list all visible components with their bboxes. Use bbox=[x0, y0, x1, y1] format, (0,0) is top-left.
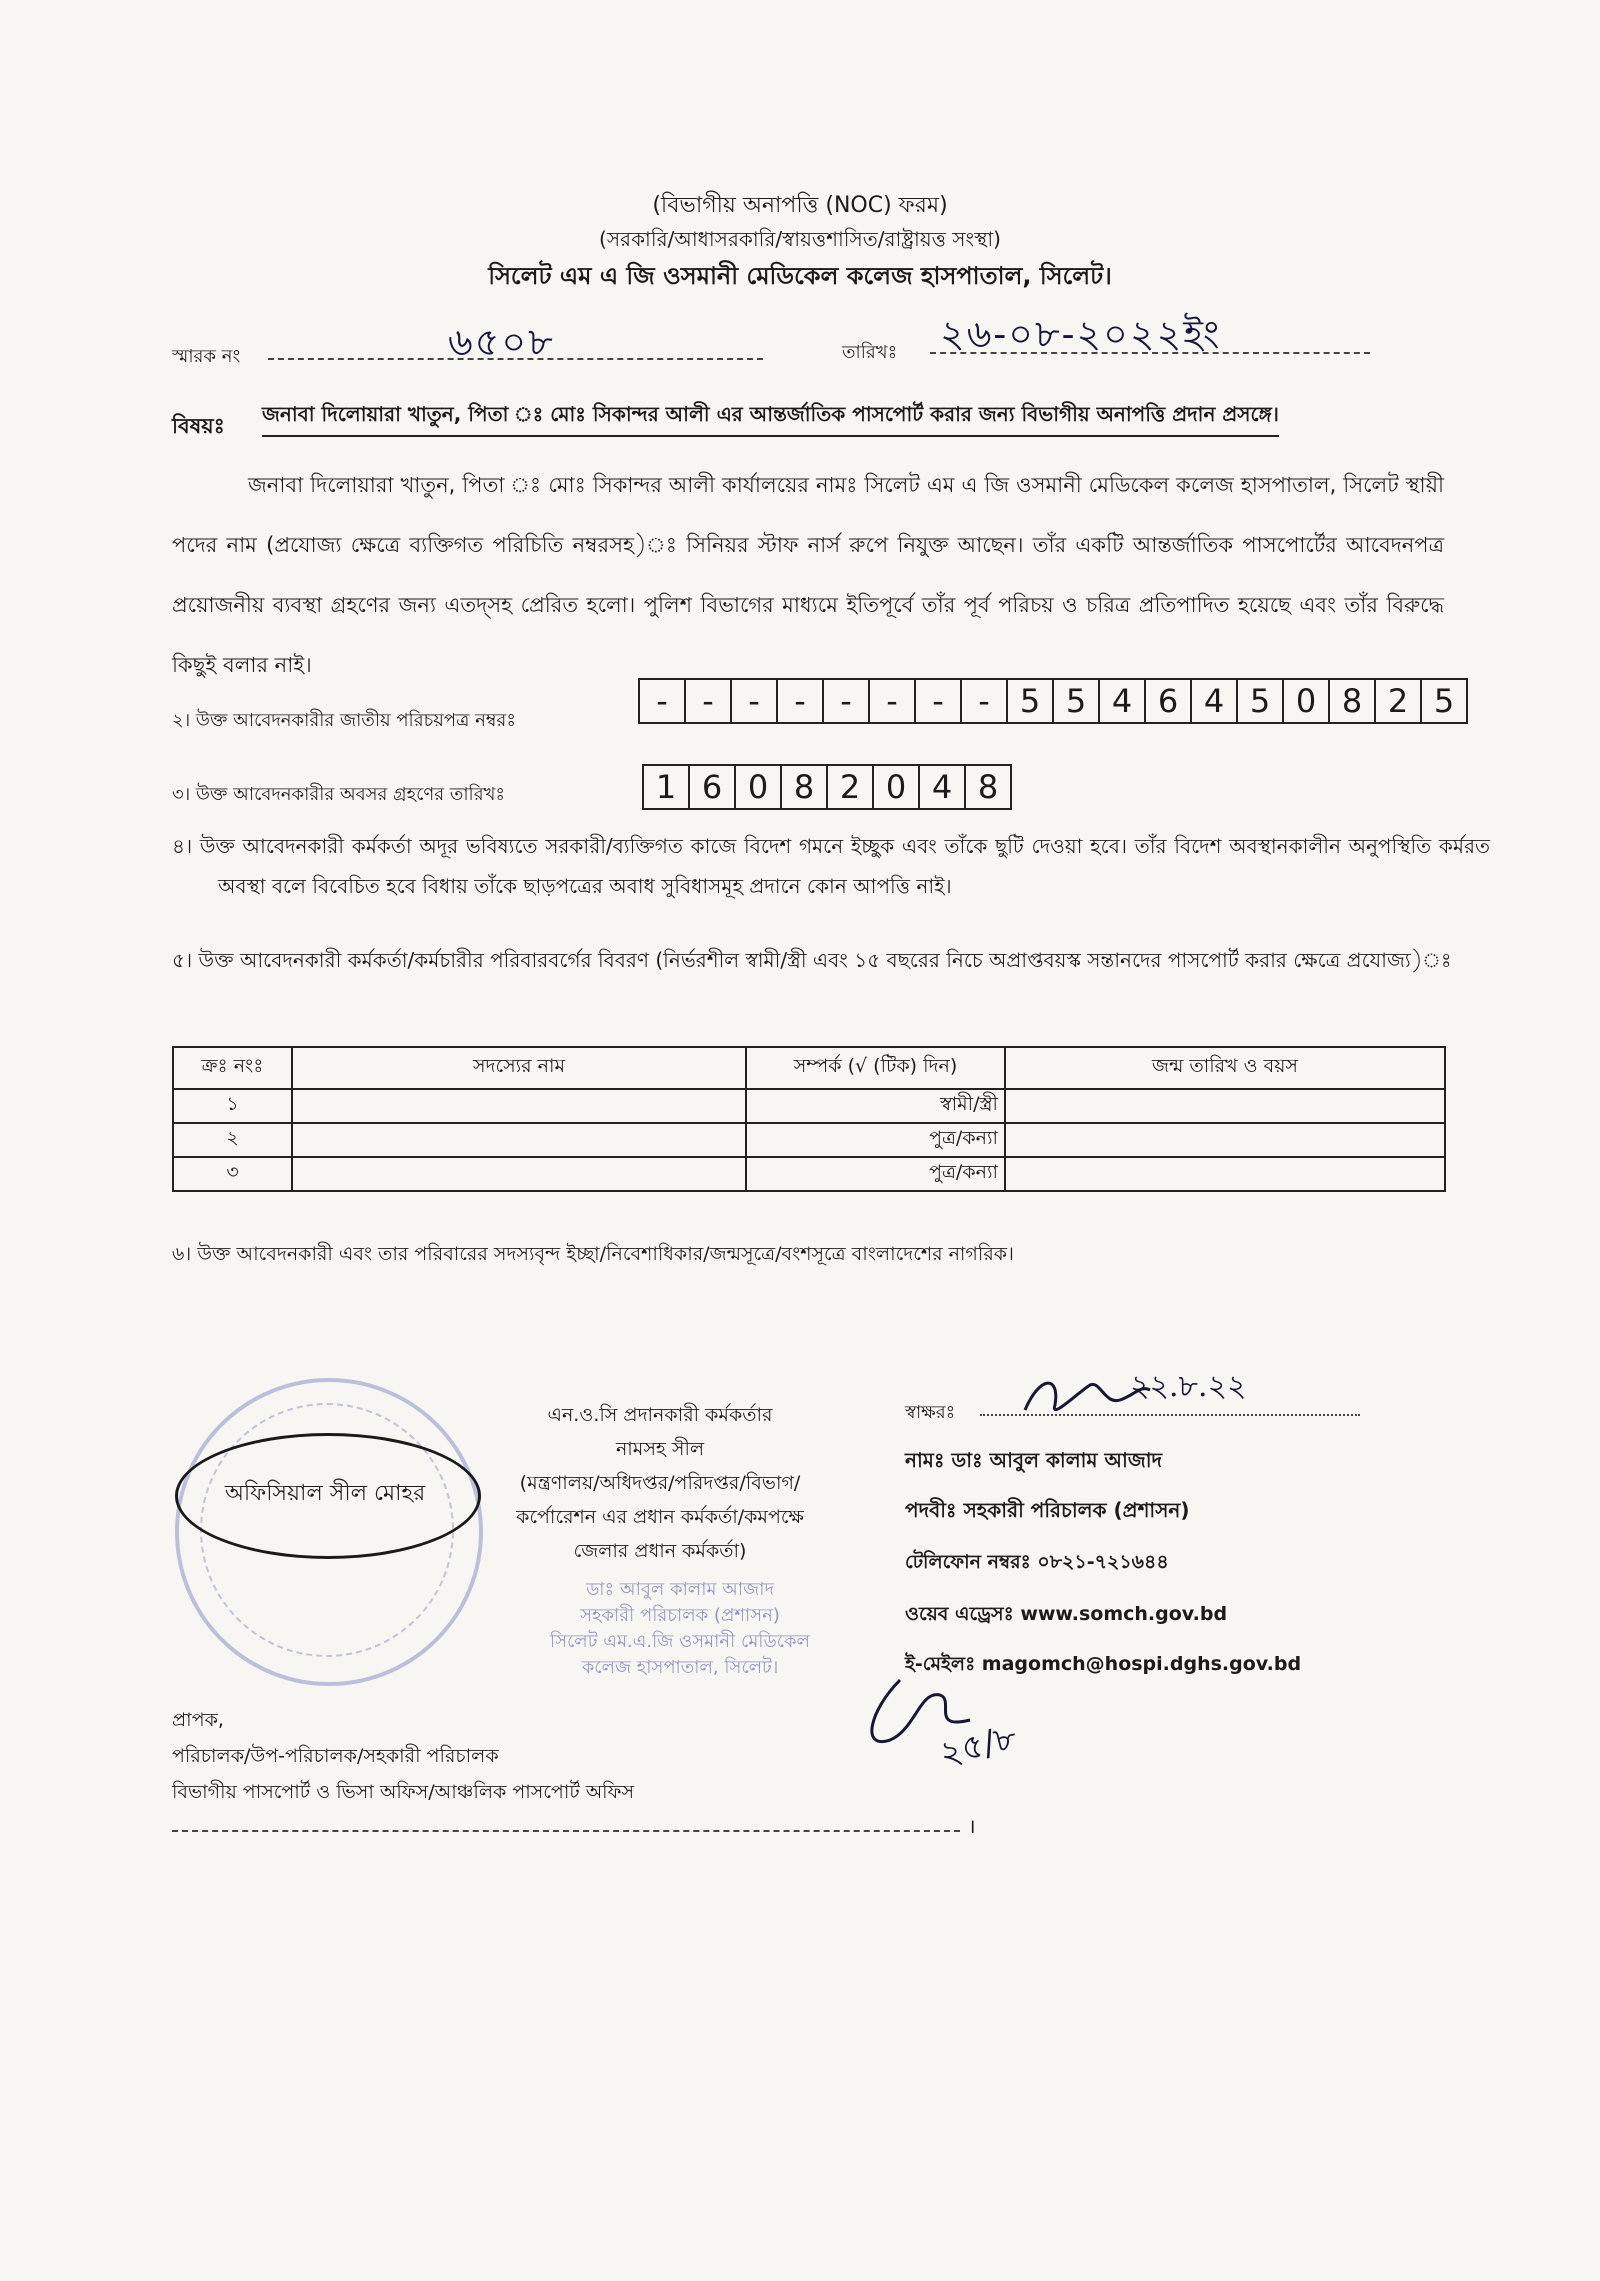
family-table bbox=[172, 1046, 1446, 1192]
item-4: ৪। উক্ত আবেদনকারী কর্মকর্তা অদূর ভবিষ্যতে সরকারী/ব্যক্তিগত কাজে বিদেশ গমনে ইচ্ছুক এবং তাঁকে ছুটি দেওয়া হবে। তাঁর বিদেশ অবস্থানকালীন অনুপস্থিতি কর্মরত অবস্থা বলে বিবেচিত হবে বিধায় তাঁকে ছাড়পত্রের অবাধ সুবিধাসমূহ প্রদানে কোন আপত্তি নাই। bbox=[172, 834, 1490, 898]
nid-digit-box: 2 bbox=[1376, 680, 1422, 722]
nid-digit-box: - bbox=[870, 680, 916, 722]
retire-digit-box: 8 bbox=[782, 766, 828, 808]
nid-digit-box: - bbox=[778, 680, 824, 722]
nid-digit-box: 5 bbox=[1238, 680, 1284, 722]
signatory-email: ই-মেইলঃ magomch@hospi.dghs.gov.bd bbox=[905, 1653, 1302, 1675]
row-birthdate-age bbox=[1005, 1123, 1445, 1157]
row-relation: পুত্র/কন্যা bbox=[746, 1157, 1005, 1191]
nid-digit-boxes bbox=[638, 678, 1468, 724]
nid-digit-box: - bbox=[824, 680, 870, 722]
col-member-name: সদস্যের নাম bbox=[292, 1047, 746, 1089]
nid-digit-box: 0 bbox=[1284, 680, 1330, 722]
col-birthdate-age: জন্ম তারিখ ও বয়স bbox=[1005, 1047, 1445, 1089]
stamp-line: সিলেট এম.এ.জি ওসমানী মেডিকেল bbox=[550, 1631, 810, 1652]
signatory-designation: পদবীঃ সহকারী পরিচালক (প্রশাসন) bbox=[905, 1498, 1190, 1522]
form-title: (বিভাগীয় অনাপত্তি (NOC) ফরম) bbox=[652, 193, 948, 218]
nid-digit-box: - bbox=[686, 680, 732, 722]
signatory-website: ওয়েব এড্রেসঃ www.somch.gov.bd bbox=[905, 1603, 1228, 1625]
row-member-name bbox=[292, 1123, 746, 1157]
issuer-caption-line: জেলার প্রধান কর্মকর্তা) bbox=[573, 1540, 747, 1562]
col-serial: ক্রঃ নংঃ bbox=[173, 1047, 292, 1089]
officer-name-stamp bbox=[530, 1577, 830, 1681]
nid-label: ২। উক্ত আবেদনকারীর জাতীয় পরিচয়পত্র নম্বরঃ bbox=[172, 710, 516, 731]
signatory-name: নামঃ ডাঃ আবুল কালাম আজাদ bbox=[905, 1448, 1163, 1472]
item-6: ৬। উক্ত আবেদনকারী এবং তার পরিবারের সদস্যবৃন্দ ইচ্ছা/নিবেশাধিকার/জন্মসূত্রে/বংশসূত্রে বাংলাদেশের নাগরিক। bbox=[172, 1243, 1014, 1265]
official-seal-label: অফিসিয়াল সীল মোহর bbox=[224, 1481, 426, 1506]
row-birthdate-age bbox=[1005, 1089, 1445, 1123]
nid-digit-box: 5 bbox=[1054, 680, 1100, 722]
issuer-caption-line: (মন্ত্রণালয়/অধিদপ্তর/পরিদপ্তর/বিভাগ/ bbox=[519, 1472, 801, 1494]
row-member-name bbox=[292, 1157, 746, 1191]
row-serial: ১ bbox=[173, 1089, 292, 1123]
signature-date: ২২.৮.২২ bbox=[1130, 1369, 1247, 1404]
nid-digit-box: 6 bbox=[1146, 680, 1192, 722]
memo-label: স্মারক নং bbox=[172, 346, 241, 367]
row-member-name bbox=[292, 1089, 746, 1123]
table-row bbox=[173, 1157, 1445, 1191]
col-relation: সম্পর্ক (√ (টিক) দিন) bbox=[746, 1047, 1005, 1089]
row-relation: পুত্র/কন্যা bbox=[746, 1123, 1005, 1157]
memo-number: ৬৫০৮ bbox=[448, 320, 555, 364]
subject-label: বিষয়ঃ bbox=[172, 414, 225, 438]
stamp-line: সহকারী পরিচালক (প্রশাসন) bbox=[580, 1605, 780, 1626]
form-subtitle: (সরকারি/আধাসরকারি/স্বায়ত্তশাসিত/রাষ্ট্রায়ত্ত সংস্থা) bbox=[599, 227, 1001, 251]
nid-digit-box: 4 bbox=[1192, 680, 1238, 722]
recipient-line-1: পরিচালক/উপ-পরিচালক/সহকারী পরিচালক bbox=[172, 1745, 499, 1767]
nid-digit-box: - bbox=[916, 680, 962, 722]
retire-digit-box: 0 bbox=[736, 766, 782, 808]
stamp-line: কলেজ হাসপাতাল, সিলেট। bbox=[581, 1657, 779, 1678]
date-value: ২৬-০৮-২০২২ইং bbox=[940, 312, 1222, 356]
nid-digit-box: - bbox=[962, 680, 1008, 722]
recipient-dotted-line bbox=[172, 1830, 960, 1832]
family-table-header bbox=[173, 1047, 1445, 1089]
item-5: ৫। উক্ত আবেদনকারী কর্মকর্তা/কর্মচারীর পরিবারবর্গের বিবরণ (নির্ভরশীল স্বামী/স্ত্রী এবং ১৫ বছরের নিচে অপ্রাপ্তবয়স্ক সন্তানদের পাসপোর্ট করার ক্ষেত্রে প্রযোজ্য)ঃ bbox=[172, 948, 1452, 972]
recipient-line-end: । bbox=[968, 1814, 976, 1838]
issuer-caption-line: এন.ও.সি প্রদানকারী কর্মকর্তার bbox=[547, 1404, 773, 1426]
subject-text: জনাবা দিলোয়ারা খাতুন, পিতা ঃ মোঃ সিকান্দর আলী এর আন্তর্জাতিক পাসপোর্ট করার জন্য বিভাগীয় অনাপত্তি প্রদান প্রসঙ্গে। bbox=[262, 400, 1279, 437]
retire-digit-box: 4 bbox=[920, 766, 966, 808]
nid-digit-box: 5 bbox=[1008, 680, 1054, 722]
issuer-caption-line: নামসহ সীল bbox=[615, 1438, 705, 1460]
retirement-date-boxes bbox=[642, 764, 1012, 810]
body-paragraph: জনাবা দিলোয়ারা খাতুন, পিতা ঃ মোঃ সিকান্দর আলী কার্যালয়ের নামঃ সিলেট এম এ জি ওসমানী মেডিকেল কলেজ হাসপাতাল, সিলেট স্থায়ী পদের নাম (প্রযোজ্য ক্ষেত্রে ব্যক্তিগত পরিচিতি নম্বরসহ)ঃ সিনিয়র স্টাফ নার্স রুপে নিযুক্ত আছেন। তাঁর একটি আন্তর্জাতিক পাসপোর্টের আবেদনপত্র প্রয়োজনীয় ব্যবস্থা গ্রহণের জন্য এতদ্সহ প্রেরিত হলো। পুলিশ বিভাগের মাধ্যমে ইতিপূর্বে তাঁর পূর্ব পরিচয় ও চরিত্র প্রতিপাদিত হয়েছে এবং তাঁর বিরুদ্ধে কিছুই বলার নাই। bbox=[172, 473, 1444, 677]
nid-digit-box: - bbox=[732, 680, 778, 722]
nid-digit-box: - bbox=[640, 680, 686, 722]
signature-label: স্বাক্ষরঃ bbox=[905, 1402, 956, 1423]
row-relation: স্বামী/স্ত্রী bbox=[746, 1089, 1005, 1123]
retire-digit-box: 2 bbox=[828, 766, 874, 808]
signatory-phone: টেলিফোন নম্বরঃ ০৮২১-৭২১৬৪৪ bbox=[905, 1551, 1169, 1573]
row-serial: ৩ bbox=[173, 1157, 292, 1191]
table-row bbox=[173, 1123, 1445, 1157]
recipient-label: প্রাপক, bbox=[172, 1709, 224, 1731]
row-serial: ২ bbox=[173, 1123, 292, 1157]
retirement-date-label: ৩। উক্ত আবেদনকারীর অবসর গ্রহণের তারিখঃ bbox=[172, 784, 506, 805]
recipient-line-2: বিভাগীয় পাসপোর্ট ও ভিসা অফিস/আঞ্চলিক পাসপোর্ট অফিস bbox=[172, 1781, 635, 1803]
retire-digit-box: 6 bbox=[690, 766, 736, 808]
retire-digit-box: 0 bbox=[874, 766, 920, 808]
issuer-caption-line: কর্পোরেশন এর প্রধান কর্মকর্তা/কমপক্ষে bbox=[516, 1506, 804, 1528]
date-label: তারিখঃ bbox=[842, 342, 898, 363]
stamp-line: ডাঃ আবুল কালাম আজাদ bbox=[586, 1579, 774, 1600]
retire-digit-box: 8 bbox=[977, 768, 999, 806]
issuer-caption bbox=[490, 1398, 830, 1568]
institution-name: সিলেট এম এ জি ওসমানী মেডিকেল কলেজ হাসপাতাল, সিলেট। bbox=[488, 262, 1112, 290]
initial-note: ২৫/৮ bbox=[935, 1717, 1021, 1775]
nid-digit-box: 4 bbox=[1100, 680, 1146, 722]
row-birthdate-age bbox=[1005, 1157, 1445, 1191]
retire-digit-box: 1 bbox=[644, 766, 690, 808]
nid-digit-box: 5 bbox=[1433, 682, 1455, 720]
table-row bbox=[173, 1089, 1445, 1123]
nid-digit-box: 8 bbox=[1330, 680, 1376, 722]
